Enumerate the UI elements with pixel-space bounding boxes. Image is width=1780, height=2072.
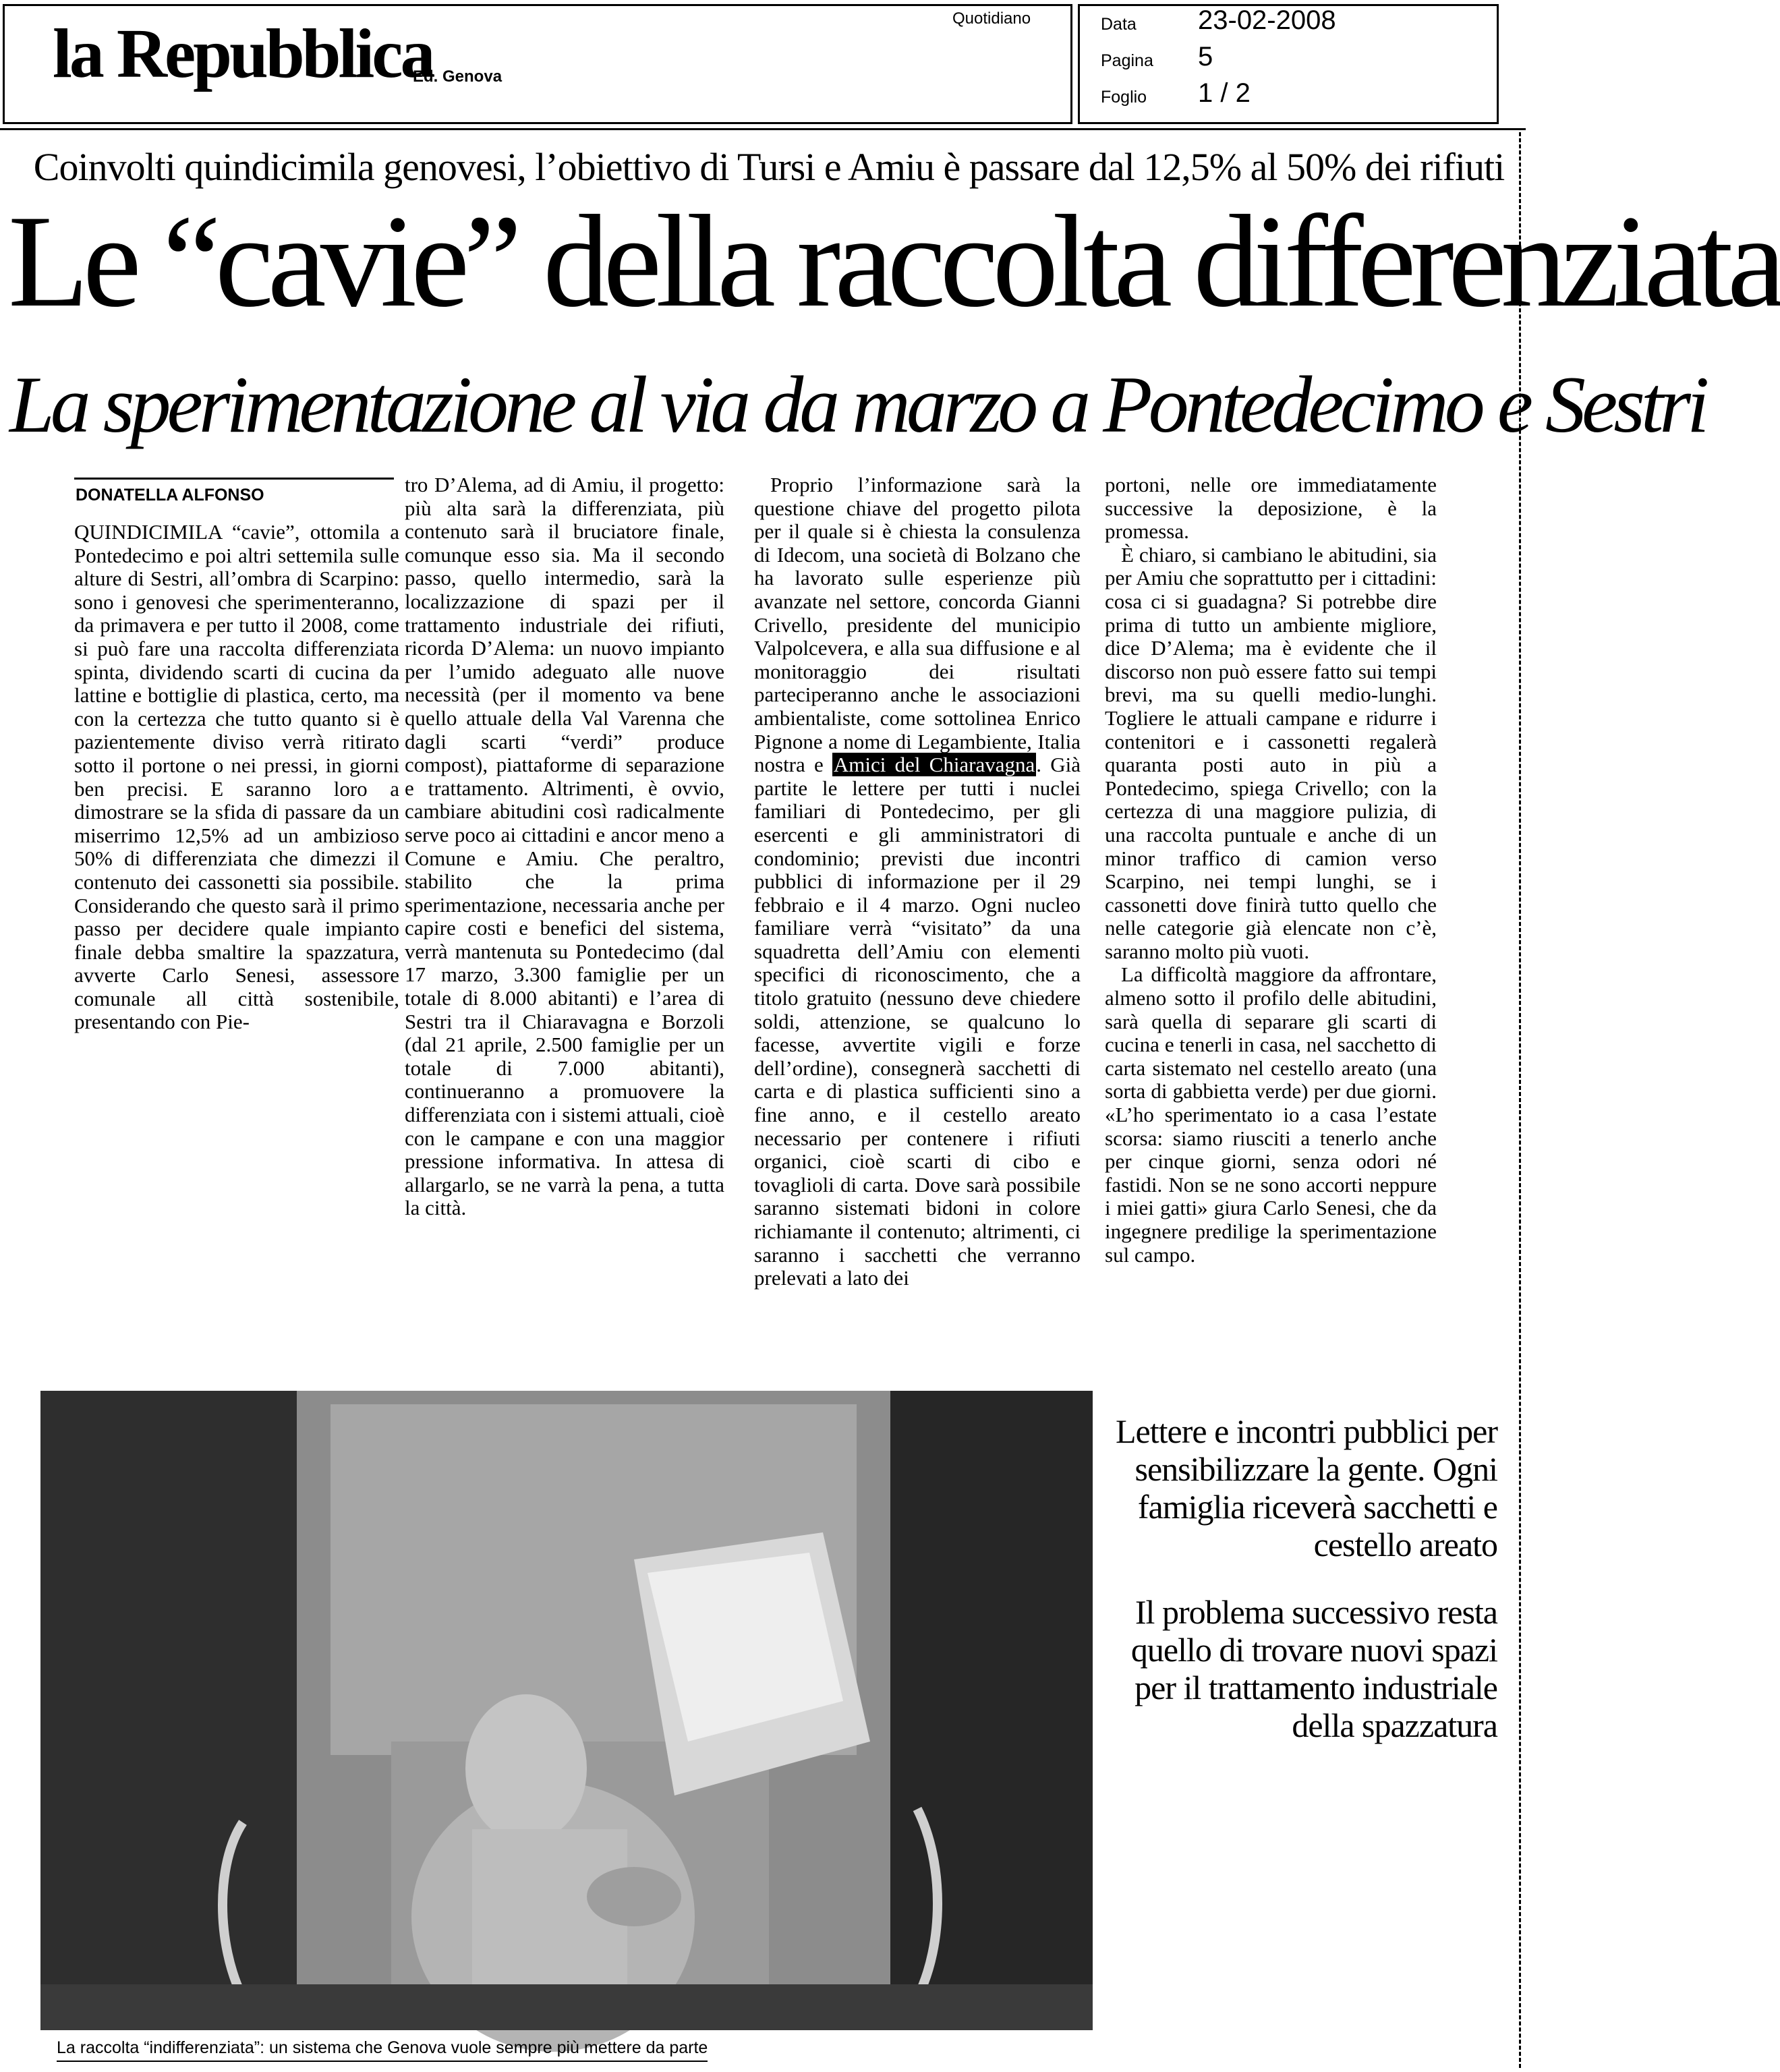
date-value: 23-02-2008: [1198, 5, 1336, 35]
column-3-text-b: . Già partite le lettere per tutti i nuclei familiari di Pontedecimo, per gli esercenti e gli amministratori di condominio; previsti due incontri pubblici di informazione per il 29 febbraio e il 4 marzo. Ogni nucleo familiare verrà “visitato” da una squadretta dell’Amiu con elementi specifici di riconoscimento, che a titolo gratuito (nessuno deve chiedere soldi, attenzione, se qualcuno lo facesse, avvertite vigili e forze dell’ordine), consegnerà sacchetti di carta e di plastica sufficienti sino a fine anno, e il cestello areato necessario per contenere i rifiuti organici, cioè scarti di cibo e tovaglioli di carta. Dove sarà possibile saranno sistemati bidoni in colore richiamante il contenuto; altrimenti, ci saranno i sacchetti che verranno prelevati a lato dei: [754, 753, 1081, 1290]
column-4-paragraph-1: portoni, nelle ore immediatamente successive la deposizione, è la promessa.: [1105, 473, 1437, 544]
headline: Le “cavie” della raccolta differenziata: [8, 188, 1780, 335]
article-column-2: [405, 473, 724, 1220]
article-column-3: [754, 473, 1081, 1290]
subheadline: La sperimentazione al via da marzo a Pontedecimo e Sestri: [9, 359, 1706, 449]
sheet-value: 1 / 2: [1198, 78, 1251, 108]
photo-caption: La raccolta “indifferenziata”: un sistema che Genova vuole sempre più mettere da parte: [57, 2038, 708, 2062]
pull-quote-2: Il problema successivo resta quello di trovare nuovi spazi per il trattamento industriale della spazzatura: [1130, 1593, 1497, 1744]
page-value: 5: [1198, 42, 1213, 71]
byline-rule: [74, 478, 394, 480]
column-3-text-a: Proprio l’informazione sarà la questione chiave del progetto pilota per il quale si è chiesta la consulenza di Idecom, una società di Bolzano che ha lavorato sulle esperienze più avanzate nel settore, concorda Gianni Crivello, presidente del municipio Valpolcevera, e alla sua diffusione e al monitoraggio dei risultati parteciperanno anche le associazioni ambientaliste, come sottolinea Enrico Pignone a nome di Legambiente, Italia nostra e: [754, 473, 1081, 777]
publication-name: la Repubblica: [53, 15, 433, 92]
column-4-paragraph-2: È chiaro, si cambiano le abitudini, sia per Amiu che soprattutto per i cittadini: cosa ci si guadagna? Si potrebbe dire prima di tutto un ambiente migliore, dice D’Alema; ma è evidente che il discorso non può essere fatto sui tempi brevi, ma su quelli medio-lunghi. Togliere le attuali campane e ridurre i contenitori e i cassonetti regalerà quaranta posti auto in più a Pontedecimo, spiega Crivello; con la certezza di una maggiore pulizia, di una raccolta puntuale e anche di un minor traffico di camion verso Scarpino, nei tempi lunghi, se i cassonetti dove finirà tutto quello che nelle categorie già elencate non c’è, saranno molto più vuoti.: [1105, 542, 1437, 963]
column-3-text: [754, 473, 1081, 1290]
page-label: Pagina: [1101, 51, 1153, 70]
edition-label: Ed. Genova: [413, 67, 503, 86]
column-1-text: QUINDICIMILA “cavie”, ottomila a Pontedecimo e poi altri settemila sulle alture di Sestri, all’ombra di Scarpino: sono i genovesi che sperimenteranno, da primavera e per tutto il 2008, come si può fare una raccolta differenziata spinta, dividendo scarti di cucina da lattine e bottiglie di plastica, certo, ma con la certezza che tutto quanto si è pazientemente diviso verrà ritirato sotto il portone o nei pressi, in giorni ben precisi. E saranno loro a dimostrare se la sfida di passare da un miserrimo 12,5% ad un ambizioso 50% di differenziata che dimezzi il contenuto dei cassonetti sia possibile. Considerando che questo sarà il primo passo per decidere quale impianto finale debba smaltire la spazzatura, avverte Carlo Senesi, assessore comunale all città sostenibile, presentando con Pie-: [74, 520, 399, 1034]
frequency-label: Quotidiano: [952, 9, 1031, 28]
pull-quote-1: Lettere e incontri pubblici per sensibilizzare la gente. Ogni famiglia riceverà sacchetti e cestello areato: [1116, 1412, 1497, 1563]
column-2-text: tro D’Alema, ad di Amiu, il progetto: più alta sarà la differenziata, più contenuto sarà il bruciatore finale, comunque esso sia. Ma il secondo passo, quello intermedio, sarà la localizzazione di spazi per il trattamento industriale dei rifiuti, ricorda D’Alema: un nuovo impianto per l’umido adeguato alle nuove necessità (per il momento va bene quello attuale della Val Varenna che dagli scarti “verdi” produce compost), piattaforme di separazione e trattamento. Altrimenti, è ovvio, cambiare abitudini così radicalmente serve poco ai cittadini e ancor meno a Comune e Amiu. Che peraltro, stabilito che la prima sperimentazione, necessaria anche per capire costi e benefici del sistema, verrà mantenuta su Pontedecimo (dal 17 marzo, 3.300 famiglie per un totale di 8.000 abitanti) e l’area di Sestri tra il Chiaravagna e Borzoli (dal 21 aprile, 2.500 famiglie per un totale di 7.000 abitanti), continueranno a promuovere la differenziata con i sistemi attuali, cioè con le campane e con una maggior pressione informativa. In attesa di allargarlo, se ne varrà la pena, a tutta la città.: [405, 473, 724, 1220]
overline: Coinvolti quindicimila genovesi, l’obiettivo di Tursi e Amiu è passare dal 12,5% al 50% dei rifiuti: [33, 145, 1505, 189]
column-4-paragraph-3: La difficoltà maggiore da affrontare, almeno sotto il profilo delle abitudini, sarà quella di separare gli scarti di cucina e tenerli in casa, nel sacchetto di carta sistemato nel cestello areato (una sorta di gabbietta verde) per due giorni. «L’ho sperimentato io a casa l’estate scorsa: siamo riusciti a tenerlo anche per cinque giorni, senza odori né fastidi. Non se ne sono accorti neppure i miei gatti» giura Carlo Senesi, che da ingegnere predilige la sperimentazione sul campo.: [1105, 962, 1437, 1267]
garbage-truck-photo: [40, 1391, 1093, 2030]
highlighted-association: Amici del Chiaravagna: [833, 753, 1035, 777]
article-column-1: [74, 521, 399, 1034]
sheet-label: Foglio: [1101, 88, 1147, 107]
article-column-4: [1105, 473, 1437, 1267]
masthead-divider: [0, 128, 1526, 130]
byline: DONATELLA ALFONSO: [76, 486, 264, 505]
date-label: Data: [1101, 15, 1137, 34]
